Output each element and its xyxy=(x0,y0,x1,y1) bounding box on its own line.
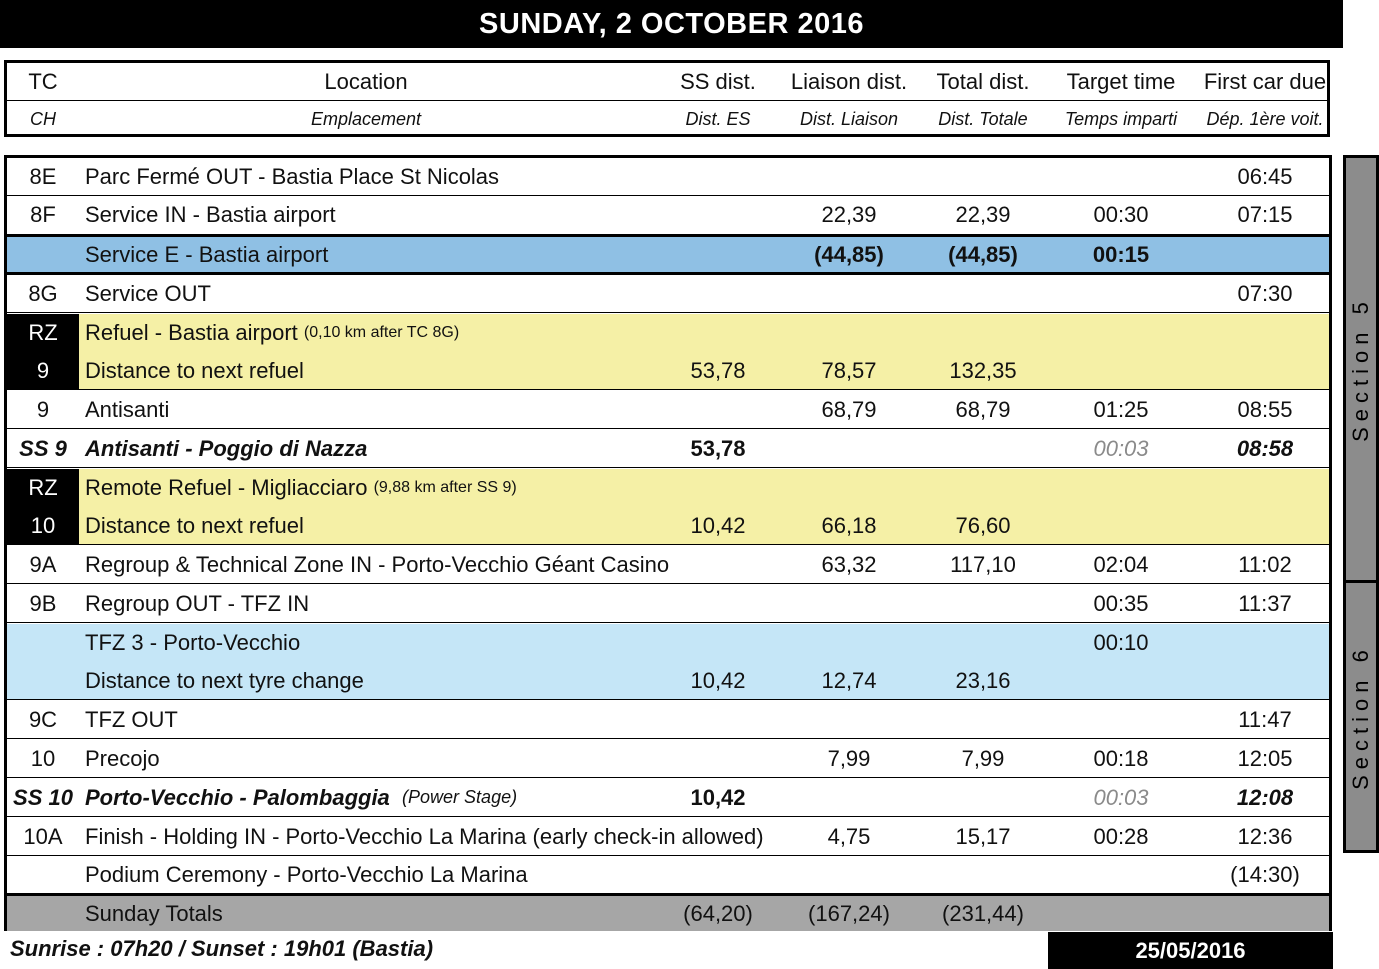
refuel-block xyxy=(7,469,1329,545)
row-tc: 8F xyxy=(30,202,56,227)
row-ss: 10,42 xyxy=(690,512,746,538)
row-location: Parc Fermé OUT - Bastia Place St Nicolas xyxy=(85,163,500,189)
row-location: TFZ 3 - Porto-Vecchio xyxy=(85,630,301,655)
row-total: 76,60 xyxy=(955,512,1011,538)
table-row xyxy=(7,391,1329,429)
row-tc: 8G xyxy=(28,280,58,306)
row-first-car: (14:30) xyxy=(1230,862,1300,887)
row-target: 00:15 xyxy=(1092,241,1150,267)
stage-row xyxy=(7,430,1329,468)
row-first-car: 08:58 xyxy=(1236,435,1294,461)
table-row xyxy=(7,275,1329,313)
row-location: Precojo xyxy=(85,745,160,771)
table-row xyxy=(7,234,1329,275)
sunrise-sunset: Sunrise : 07h20 / Sunset : 19h01 (Bastia) xyxy=(10,936,434,961)
page-title: SUNDAY, 2 OCTOBER 2016 xyxy=(0,0,1343,48)
row-first-car: 12:36 xyxy=(1237,823,1293,849)
refuel-note: (9,88 km after SS 9) xyxy=(373,479,517,496)
header-first-car: First car due xyxy=(1203,68,1327,94)
header-target-time-fr: Temps imparti xyxy=(1064,109,1178,129)
row-tc: 9A xyxy=(29,551,57,577)
rz-number: 10 xyxy=(7,507,79,544)
totals-liaison: (167,24) xyxy=(808,900,890,926)
row-location xyxy=(79,779,685,816)
row-first-car: 11:37 xyxy=(1238,590,1292,616)
stage-note: (Power Stage) xyxy=(402,787,518,807)
section-6-label: Section 6 xyxy=(1348,643,1373,790)
header-ss-dist-fr: Dist. ES xyxy=(685,109,751,129)
row-first-car: 07:15 xyxy=(1237,202,1293,227)
row-target: 00:28 xyxy=(1093,823,1149,849)
row-first-car: 11:02 xyxy=(1238,551,1292,577)
stage-title: Porto-Vecchio - Palombaggia xyxy=(85,784,390,810)
row-ss: 10,42 xyxy=(690,667,746,693)
row-liaison: 68,79 xyxy=(821,396,877,422)
row-liaison: 66,18 xyxy=(821,512,877,538)
row-total: 15,17 xyxy=(955,823,1011,849)
row-target: 00:30 xyxy=(1093,202,1149,227)
header-total-dist: Total dist. xyxy=(936,68,1030,94)
row-first-car: 08:55 xyxy=(1237,396,1293,422)
row-total: 117,10 xyxy=(950,551,1016,577)
row-first-car: 07:30 xyxy=(1237,280,1293,306)
row-location xyxy=(79,469,685,507)
row-target: 00:03 xyxy=(1093,435,1149,461)
header-location: Location xyxy=(324,68,408,94)
row-ss: 53,78 xyxy=(690,357,746,383)
row-tc: 9 xyxy=(36,396,50,422)
table-header xyxy=(4,60,1330,137)
rz-label: RZ xyxy=(7,314,79,352)
row-liaison: 63,32 xyxy=(821,551,877,577)
row-liaison: 4,75 xyxy=(827,823,871,849)
refuel-block xyxy=(7,314,1329,390)
row-target: 01:25 xyxy=(1093,396,1149,422)
row-first-car: 06:45 xyxy=(1237,163,1293,189)
row-tc: 10A xyxy=(23,823,63,849)
row-tc: SS 10 xyxy=(13,784,73,810)
row-total: (44,85) xyxy=(948,241,1018,267)
header-tc: TC xyxy=(28,68,58,94)
section-5-label: Section 5 xyxy=(1348,296,1373,442)
row-location: Distance to next tyre change xyxy=(85,667,364,693)
row-tc: 9B xyxy=(29,590,57,616)
row-liaison: 12,74 xyxy=(821,667,877,693)
section-5-bar xyxy=(1343,155,1379,583)
rz-label: RZ xyxy=(7,469,79,507)
stage-row xyxy=(7,779,1329,817)
row-location: Service IN - Bastia airport xyxy=(85,202,336,227)
header-total-dist-fr: Dist. Totale xyxy=(938,109,1028,129)
totals-total: (231,44) xyxy=(942,900,1024,926)
header-tc-fr: CH xyxy=(30,109,56,129)
row-target: 02:04 xyxy=(1093,551,1149,577)
totals-label: Sunday Totals xyxy=(85,900,223,926)
row-first-car: 12:05 xyxy=(1237,745,1293,771)
row-target: 00:35 xyxy=(1093,590,1149,616)
document-date: 25/05/2016 xyxy=(1048,932,1333,969)
header-row-sub xyxy=(7,101,1327,138)
row-target: 00:03 xyxy=(1093,784,1149,810)
row-liaison: 78,57 xyxy=(821,357,877,383)
row-target: 00:18 xyxy=(1093,745,1149,771)
row-first-car: 11:47 xyxy=(1238,706,1292,732)
row-location: Distance to next refuel xyxy=(85,357,304,383)
header-row-main xyxy=(7,63,1327,100)
header-location-fr: Emplacement xyxy=(310,109,422,129)
refuel-title: Remote Refuel - Migliacciaro xyxy=(85,475,368,500)
section-6-bar xyxy=(1343,580,1379,853)
table-row xyxy=(7,546,1329,584)
itinerary-table xyxy=(4,155,1332,931)
totals-row xyxy=(7,896,1329,931)
row-location: Service E - Bastia airport xyxy=(85,241,329,267)
row-total: 23,16 xyxy=(955,667,1011,693)
row-location: Regroup & Technical Zone IN - Porto-Vecchio Géant Casino xyxy=(85,551,670,577)
header-liaison-dist: Liaison dist. xyxy=(790,68,908,94)
table-row xyxy=(7,585,1329,623)
header-liaison-dist-fr: Dist. Liaison xyxy=(799,109,899,129)
row-location: Finish - Holding IN - Porto-Vecchio La Marina (early check-in allowed) xyxy=(85,823,764,849)
tfz-block xyxy=(7,624,1329,700)
row-liaison: 22,39 xyxy=(821,202,877,227)
row-tc: 9C xyxy=(28,706,58,732)
rz-number: 9 xyxy=(7,352,79,389)
row-target: 00:10 xyxy=(1093,630,1149,655)
table-row xyxy=(7,740,1329,778)
totals-ss: (64,20) xyxy=(683,900,753,926)
table-row xyxy=(7,857,1329,896)
header-target-time: Target time xyxy=(1066,68,1176,94)
row-total: 22,39 xyxy=(955,202,1011,227)
row-location: Podium Ceremony - Porto-Vecchio La Marina xyxy=(85,862,528,887)
table-row xyxy=(7,701,1329,739)
row-total: 68,79 xyxy=(955,396,1011,422)
row-location: TFZ OUT xyxy=(85,706,178,732)
table-row xyxy=(7,818,1329,856)
row-first-car: 12:08 xyxy=(1236,784,1294,810)
row-tc: 8E xyxy=(29,163,57,189)
row-liaison: (44,85) xyxy=(814,241,884,267)
row-tc: SS 9 xyxy=(19,435,67,461)
row-total: 132,35 xyxy=(949,357,1017,383)
row-total: 7,99 xyxy=(961,745,1005,771)
row-location xyxy=(79,314,685,352)
row-tc: 10 xyxy=(30,745,56,771)
row-location: Antisanti - Poggio di Nazza xyxy=(85,435,368,461)
row-location: Antisanti xyxy=(85,396,170,422)
refuel-title: Refuel - Bastia airport xyxy=(85,320,298,345)
row-ss: 53,78 xyxy=(690,435,746,461)
row-location: Regroup OUT - TFZ IN xyxy=(85,590,310,616)
refuel-note: (0,10 km after TC 8G) xyxy=(303,324,460,341)
table-row xyxy=(7,158,1329,196)
row-ss: 10,42 xyxy=(690,784,746,810)
row-location: Service OUT xyxy=(85,280,211,306)
header-ss-dist: SS dist. xyxy=(680,68,756,94)
table-row xyxy=(7,196,1329,234)
header-first-car-fr: Dép. 1ère voit. xyxy=(1206,109,1324,129)
row-location: Distance to next refuel xyxy=(85,512,304,538)
row-liaison: 7,99 xyxy=(827,745,871,771)
